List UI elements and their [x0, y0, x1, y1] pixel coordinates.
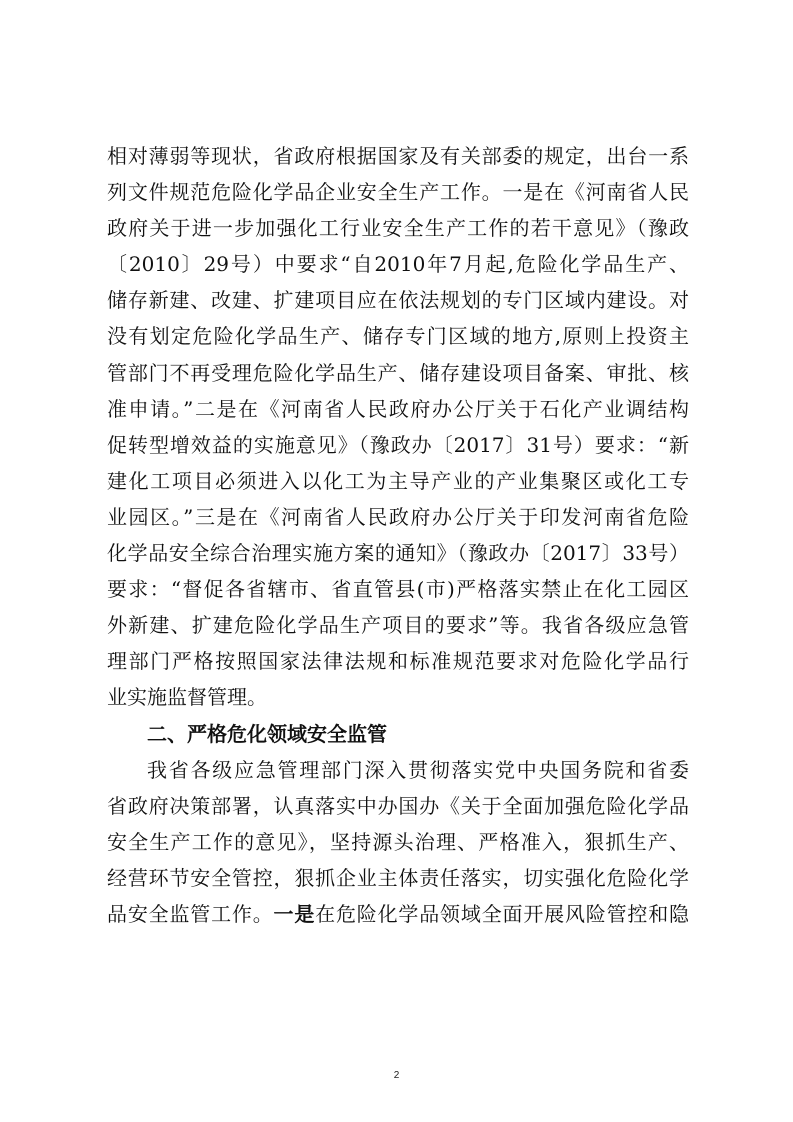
- text-line: 外新建、扩建危险化学品生产项目的要求”等。我省各级应急管: [107, 613, 689, 638]
- document-body: [107, 138, 689, 932]
- text-line: 管部门不再受理危险化学品生产、储存建设项目备案、审批、核: [107, 360, 689, 385]
- text-line: 储存新建、改建、扩建项目应在依法规划的专门区域内建设。对: [107, 288, 689, 313]
- text-line: 理部门严格按照国家法律法规和标准规范要求对危险化学品行: [107, 649, 689, 674]
- text-line: 省政府决策部署，认真落实中办国办《关于全面加强危险化学品: [107, 793, 689, 818]
- text-line: 业实施监督管理。: [107, 685, 267, 710]
- text-line: 没有划定危险化学品生产、储存专门区域的地方,原则上投资主: [107, 324, 689, 349]
- text-line: 建化工项目必须进入以化工为主导产业的产业集聚区或化工专: [107, 468, 689, 493]
- text-line: 〔2010〕29号）中要求“自2010年7月起,危险化学品生产、: [107, 252, 689, 277]
- text-segment: 品安全监管工作。: [107, 901, 274, 926]
- bold-marker: 一是: [273, 901, 316, 926]
- text-line: 政府关于进一步加强化工行业安全生产工作的若干意见》（豫政: [107, 216, 689, 241]
- page-number: 2: [393, 1070, 400, 1081]
- section-heading: 二、严格危化领域安全监管: [147, 721, 387, 746]
- text-line: 相对薄弱等现状，省政府根据国家及有关部委的规定，出台一系: [107, 144, 689, 168]
- text-line: 列文件规范危险化学品企业安全生产工作。一是在《河南省人民: [107, 180, 689, 205]
- text-line: 业园区。”三是在《河南省人民政府办公厅关于印发河南省危险: [107, 504, 689, 529]
- text-line: 我省各级应急管理部门深入贯彻落实党中央国务院和省委: [147, 757, 689, 782]
- text-line: 经营环节安全管控，狠抓企业主体责任落实，切实强化危险化学: [107, 865, 689, 890]
- text-segment: 在危险化学品领域全面开展风险管控和隐: [315, 901, 689, 926]
- text-line: 化学品安全综合治理实施方案的通知》（豫政办〔2017〕33号）: [107, 541, 689, 566]
- text-line: [107, 896, 689, 932]
- text-line: 促转型增效益的实施意见》（豫政办〔2017〕31号）要求：“新: [107, 432, 689, 457]
- text-line: 安全生产工作的意见》，坚持源头治理、严格准入，狠抓生产、: [107, 829, 689, 854]
- text-line: 准申请。”二是在《河南省人民政府办公厅关于石化产业调结构: [107, 396, 689, 421]
- text-line: 要求：“督促各省辖市、省直管县(市)严格落实禁止在化工园区: [107, 577, 689, 602]
